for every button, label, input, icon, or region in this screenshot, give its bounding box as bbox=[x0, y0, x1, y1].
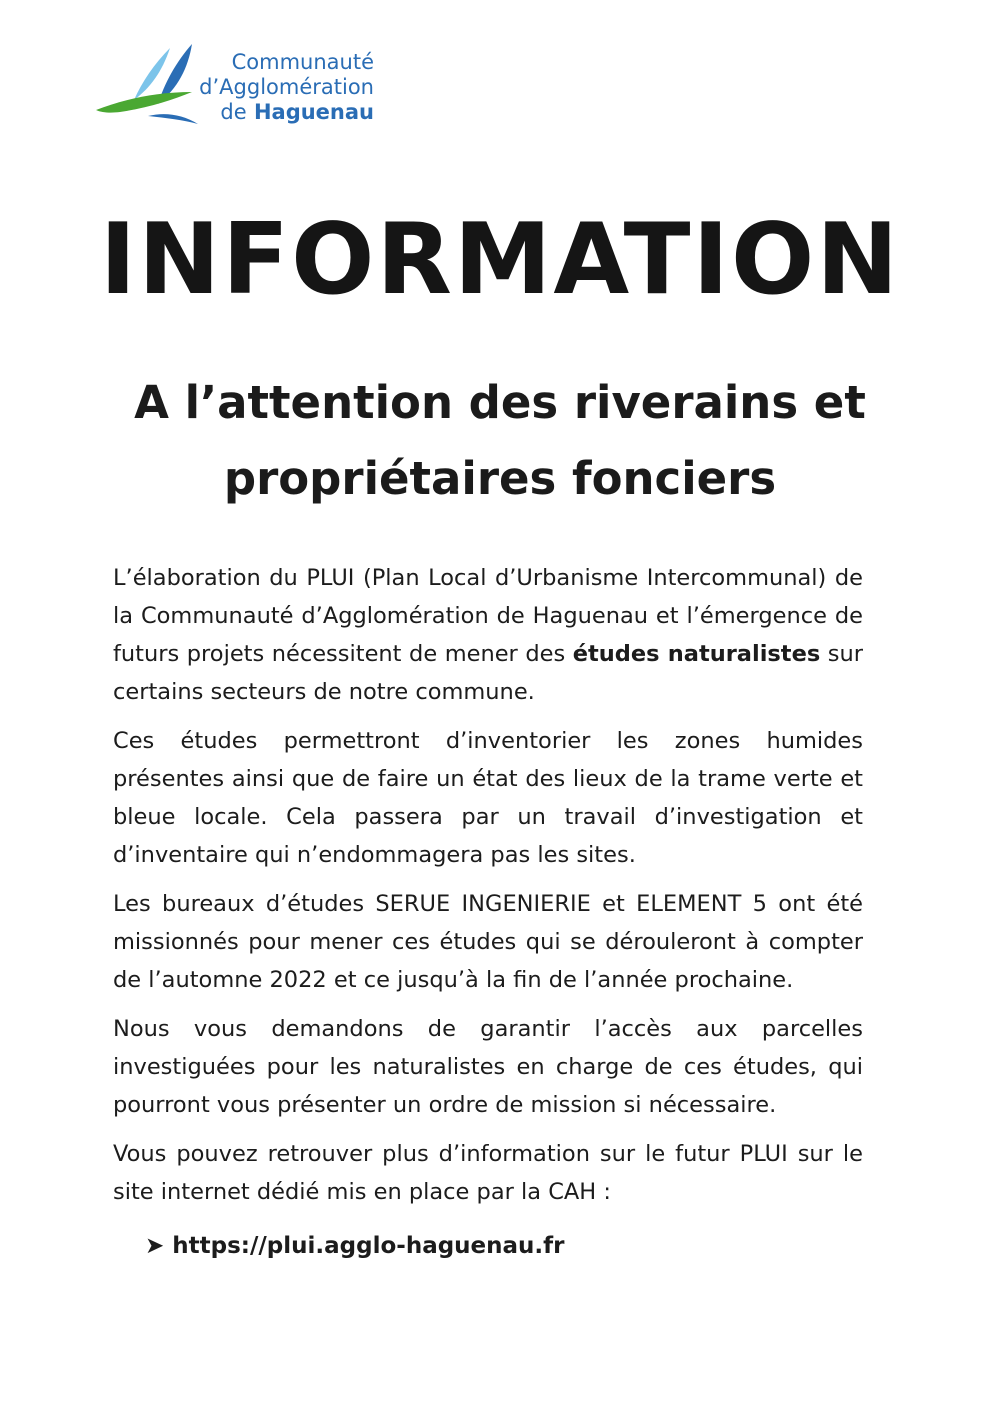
paragraph-4: Nous vous demandons de garantir l’accès aux parcelles investiguées pour les naturalistes en charge de ces études, qui pourront vous présenter un ordre de mission si nécessaire. bbox=[113, 1016, 863, 1118]
logo-line-3-prefix: de bbox=[220, 100, 247, 124]
paragraph-5: Vous pouvez retrouver plus d’information sur le futur PLUI sur le site internet dédié mis en place par la CAH : bbox=[113, 1141, 863, 1205]
logo-line-3 bbox=[192, 100, 374, 125]
page-title: INFORMATION bbox=[99, 203, 901, 317]
logo-line-3-name: Haguenau bbox=[253, 100, 374, 124]
cah-logo bbox=[92, 42, 392, 142]
page-subtitle bbox=[0, 365, 1000, 517]
paragraph-1-text-a: L’élaboration du PLUI (Plan Local d’Urbanisme Intercommunal) de la Communauté d’Agglomération de Haguenau et l’émergence de futurs projets nécessitent de mener des bbox=[113, 565, 863, 667]
paragraph-3: Les bureaux d’études SERUE INGENIERIE et ELEMENT 5 ont été missionnés pour mener ces études qui se dérouleront à compter de l’automne 2022 et ce jusqu’à la fin de l’année prochaine. bbox=[113, 891, 863, 993]
logo-line-2: d’Agglomération bbox=[199, 75, 374, 99]
cah-logo-wordmark bbox=[192, 50, 374, 125]
paragraph-1 bbox=[113, 559, 863, 711]
paragraph-2: Ces études permettront d’inventorier les zones humides présentes ainsi que de faire un état des lieux de la trame verte et bleue locale. Cela passera par un travail d’investigation et d’inventaire qui n’endommagera pas les sites. bbox=[113, 728, 863, 868]
logo-line-1: Communauté bbox=[231, 50, 374, 74]
cah-logo-mark-icon bbox=[92, 42, 202, 132]
website-link-row bbox=[145, 1233, 565, 1259]
subtitle-line-1: A l’attention des riverains et bbox=[134, 376, 866, 429]
arrow-bullet-icon: ➤ bbox=[145, 1233, 165, 1259]
notice-body bbox=[113, 559, 863, 1222]
subtitle-line-2: propriétaires fonciers bbox=[223, 452, 777, 505]
paragraph-1-text-b: sur certains secteurs de notre commune. bbox=[113, 641, 864, 705]
website-link[interactable]: https://plui.agglo-haguenau.fr bbox=[172, 1233, 565, 1259]
paragraph-1-bold: études naturalistes bbox=[572, 641, 821, 667]
